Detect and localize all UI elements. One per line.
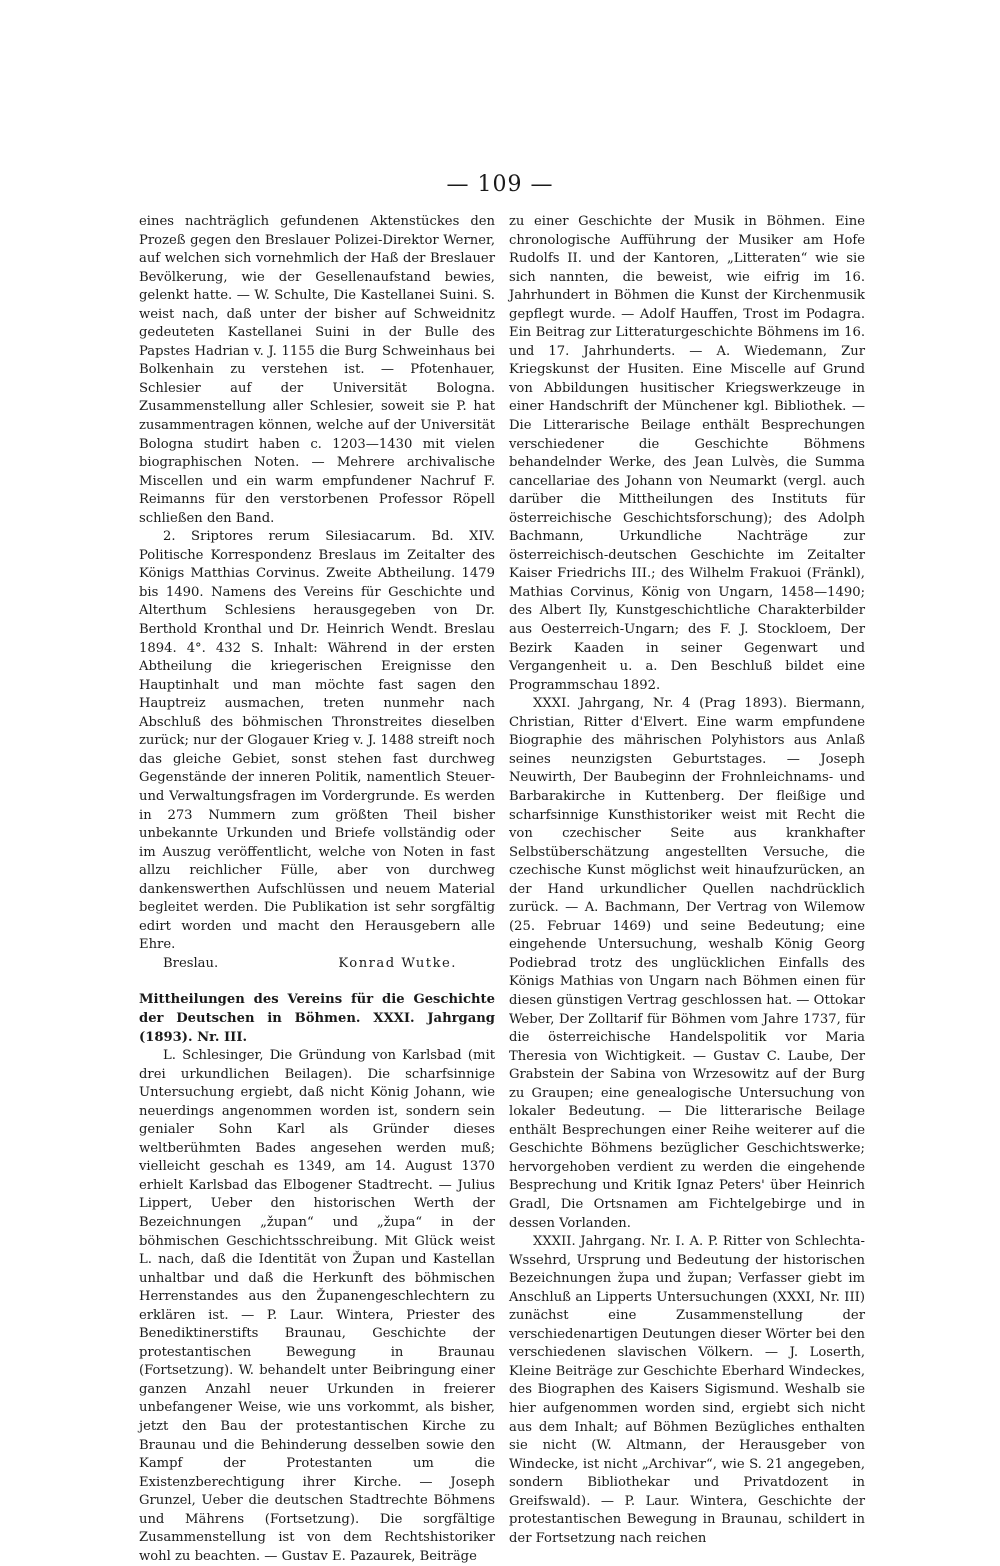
review-signature <box>139 955 495 974</box>
paragraph: XXXI. Jahrgang, Nr. 4 (Prag 1893). Biermann, Christian, Ritter d'Elvert. Eine warm empfundene Biographie des mährischen Polyhistors aus Anlaß seines neunzigsten Geburtstages. — Joseph Neuwirth, Der Baubeginn der Frohnleichnams- und Barbarakirche in Kuttenberg. Der fleißige und scharfsinnige Kunsthistoriker weist mit Recht die von czechischer Seite aus krankhafter Selbstüberschätzung angestellten Versuche, die czechische Kunst möglichst weit hinaufzurücken, an der Hand urkundlicher Quellen nachdrücklich zurück. — A. Bachmann, Der Vertrag von Wilemow (25. Februar 1469) und seine Bedeutung; eine eingehende Untersuchung, weshalb König Georg Podiebrad trotz des unglücklichen Einfalls des Königs Mathias von Ungarn nach Böhmen einen für diesen günstigen Vertrag geschlossen hat. — Ottokar Weber, Der Zolltarif für Böhmen vom Jahre 1737, für die österreichische Handelspolitik vor Maria Theresia von Wichtigkeit. — Gustav C. Laube, Der Grabstein der Sabina von Wrzesowitz auf der Burg zu Graupen; eine genealogische Untersuchung von lokaler Bedeutung. — Die litterarische Beilage enthält Besprechungen einer Reihe weiterer auf die Geschichte Böhmens bezüglicher Geschichtswerke; hervorgehoben verdient zu werden die eingehende Besprechung und Kritik Ignaz Peters' über Heinrich Gradl, Die Ortsnamen am Fichtelgebirge und in dessen Vorlanden. <box>509 696 865 1231</box>
signature-place: Breslau. <box>163 955 219 971</box>
page-number: — 109 — <box>446 172 554 197</box>
right-column <box>509 213 865 1548</box>
paragraph: zu einer Geschichte der Musik in Böhmen. Eine chronologische Aufführung der Musiker am Hofe Rudolfs II. und der Kantoren, „Litteraten“ wie sie sich nannten, die beweist, wie eifrig im 16. Jahrhundert in Böhmen die Kunst der Kirchenmusik gepflegt wurde. — Adolf Hauffen, Trost im Podagra. Ein Beitrag zur Litteraturgeschichte Böhmens im 16. und 17. Jahrhunderts. — A. Wiedemann, Zur Kriegskunst der Husiten. Eine Miscelle auf Grund von Abbildungen husitischer Kriegswerkzeuge in einer Handschrift der Münchener kgl. Bibliothek. — Die Litterarische Beilage enthält Besprechungen verschiedener die Geschichte Böhmens behandelnder Werke, des Jean Lulvès, die Summa cancellariae des Johann von Neumarkt (vergl. auch darüber die Mittheilungen des Instituts für österreichische Geschichtsforschung); des Adolph Bachmann, Urkundliche Nachträge zur österreichisch-deutschen Geschichte im Zeitalter Kaiser Friedrichs III.; des Wilhelm Frakuoi (Fränkl), Mathias Corvinus, König von Ungarn, 1458—1490; des Albert Ily, Kunstgeschichtliche Charakterbilder aus Oesterreich-Ungarn; des F. J. Stockloem, Der Bezirk Kaaden in seiner Gegenwart und Vergangenheit u. a. Den Beschluß bildet eine Programmschau 1892. <box>509 214 865 693</box>
paragraph: 2. Sriptores rerum Silesiacarum. Bd. XIV. Politische Korrespondenz Breslaus im Zeitalter des Königs Matthias Corvinus. Zweite Abtheilung. 1479 bis 1490. Namens des Vereins für Geschichte und Alterthum Schlesiens herausgegeben von Dr. Berthold Kronthal und Dr. Heinrich Wendt. Breslau 1894. 4°. 432 S. Inhalt: Während in der ersten Abtheilung die kriegerischen Ereignisse den Hauptinhalt und man möchte fast sagen den Hauptreiz ausmachen, treten nunmehr nach Abschluß des böhmischen Thronstreites dieselben zurück; nur der Glogauer Krieg v. J. 1488 streift noch das gleiche Gebiet, sonst stehen fast durchweg Gegenstände der inneren Politik, namentlich Steuer- und Verwaltungsfragen im Vordergrunde. Es werden in 273 Nummern zum größten Theil bisher unbekannte Urkunden und Briefe vollständig oder im Auszug veröffentlicht, welche von Noten in fast allzu reichlicher Fülle, aber von durchweg dankenswerthen Aufschlüssen und neuem Material begleitet werden. Die Publikation ist sehr sorgfältig edirt worden und macht den Herausgebern alle Ehre. <box>139 529 495 953</box>
paragraph: XXXII. Jahrgang. Nr. I. A. P. Ritter von Schlechta-Wssehrd, Ursprung und Bedeutung der historischen Bezeichnungen župa und župan; Verfasser giebt im Anschluß an Lipperts Untersuchungen (XXXI, Nr. III) zunächst eine Zusammenstellung der verschiedenartigen Deutungen dieser Wörter bei den verschiedenen slavischen Völkern. — J. Loserth, Kleine Beiträge zur Geschichte Eberhard Windeckes, des Biographen des Kaisers Sigismund. Weshalb sie hier aufgenommen worden sind, ergiebt sich nicht aus dem Inhalt; auf Böhmen Bezügliches enthalten sie nicht (W. Altmann, der Herausgeber von Windecke, ist nicht „Archivar“, wie S. 21 angegeben, sondern Bibliothekar und Privatdozent in Greifswald). — P. Laur. Wintera, Geschichte der protestantischen Bewegung in Braunau, schildert in der Fortsetzung nach reichen <box>509 1234 865 1546</box>
section-heading: Mittheilungen des Vereins für die Geschichte der Deutschen in Böhmen. XXXI. Jahrgang (1893). Nr. III. <box>139 992 495 1045</box>
paragraph: eines nachträglich gefundenen Aktenstückes den Prozeß gegen den Breslauer Polizei-Direktor Werner, auf welchen sich vornehmlich der Haß der Breslauer Bevölkerung, wie der Gesellenaufstand bewies, gelenkt hatte. — W. Schulte, Die Kastellanei Suini. S. weist nach, daß unter der bisher auf Schweidnitz gedeuteten Kastellanei Suini in der Bulle des Papstes Hadrian v. J. 1155 die Burg Schweinhaus bei Bolkenhain zu verstehen ist. — Pfotenhauer, Schlesier auf der Universität Bologna. Zusammenstellung aller Schlesier, soweit sie P. hat zusammentragen können, welche auf der Universität Bologna studirt haben c. 1203—1430 mit vielen biographischen Noten. — Mehrere archivalische Miscellen und ein warm empfundener Nachruf F. Reimanns für den verstorbenen Professor Röpell schließen den Band. <box>139 214 495 526</box>
left-column <box>139 213 495 1566</box>
signature-author: Konrad Wutke. <box>338 955 457 971</box>
paragraph: L. Schlesinger, Die Gründung von Karlsbad (mit drei urkundlichen Beilagen). Die scharfsinnige Untersuchung ergiebt, daß nicht König Johann, wie neuerdings angenommen worden ist, sondern sein genialer Sohn Karl als Gründer dieses weltberühmten Bades angesehen werden muß; vielleicht geschah es 1349, am 14. August 1370 erhielt Karlsbad das Elbogener Stadtrecht. — Julius Lippert, Ueber den historischen Werth der Bezeichnungen „župan“ und „župa“ in der böhmischen Geschichtsschreibung. Mit Glück weist L. nach, daß die Identität von Župan und Kastellan unhaltbar und daß die Herkunft des böhmischen Herrenstandes aus den Županengeschlechtern zu erklären ist. — P. Laur. Wintera, Priester des Benediktinerstifts Braunau, Geschichte der protestantischen Bewegung in Braunau (Fortsetzung). W. behandelt unter Beibringung einer ganzen Anzahl neuer Urkunden in freierer unbefangener Weise, wie uns vorkommt, als bisher, jetzt den Bau der protestantischen Kirche zu Braunau und die Behinderung desselben sowie den Kampf der Protestanten um die Existenzberechtigung ihrer Kirche. — Joseph Grunzel, Ueber die deutschen Stadtrechte Böhmens und Mährens (Fortsetzung). Die sorgfältige Zusammenstellung ist von dem Rechtshistoriker wohl zu beachten. — Gustav E. Pazaurek, Beiträge <box>139 1048 495 1564</box>
